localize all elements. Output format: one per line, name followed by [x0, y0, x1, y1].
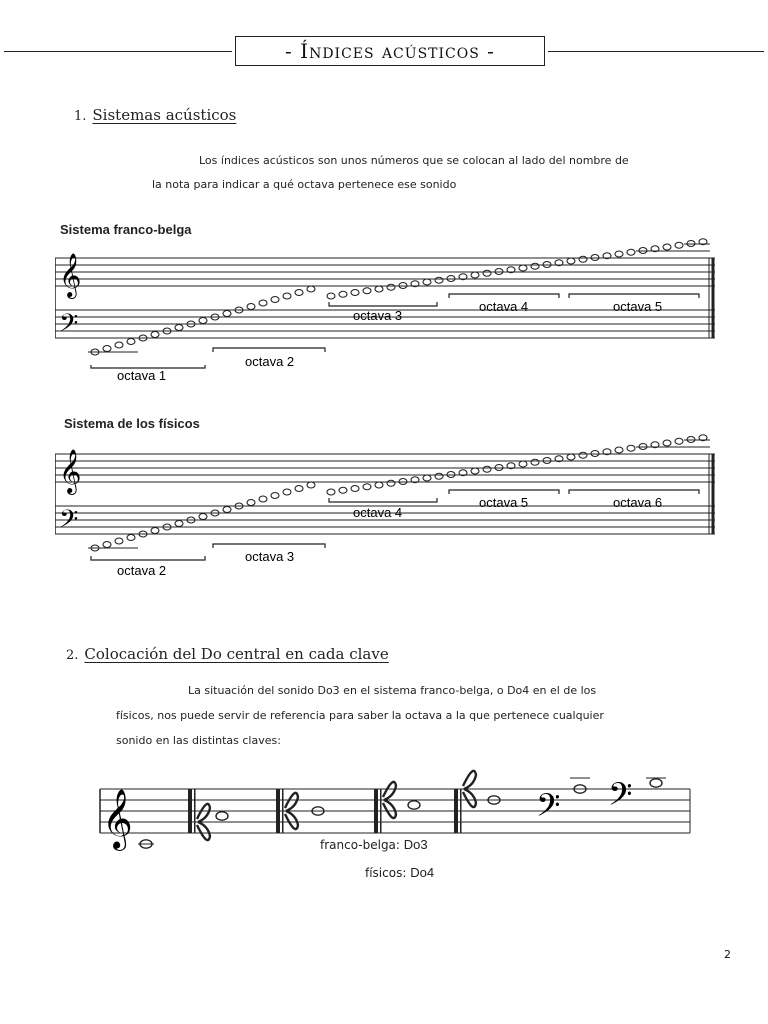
whole-note-icon	[103, 542, 111, 548]
whole-note-icon	[115, 342, 123, 348]
whole-note-icon	[283, 489, 291, 495]
section1-heading	[74, 106, 236, 124]
whole-note-icon	[387, 480, 395, 486]
whole-note-icon	[259, 300, 267, 306]
page-number: 2	[724, 948, 731, 961]
whole-note-icon	[650, 779, 662, 787]
whole-note-icon	[339, 487, 347, 493]
octave-label-2: octava 3	[245, 549, 295, 564]
treble-clef-icon: 𝄞	[59, 451, 82, 493]
section2-paragraph-line1: La situación del sonido Do3 en el sistema franco-belga, o Do4 en el de los	[188, 684, 597, 697]
whole-note-icon	[423, 279, 431, 285]
c-clef-icon	[188, 789, 210, 840]
octave-label-1: octava 2	[117, 563, 167, 578]
treble-clef-icon: 𝄞	[102, 790, 133, 848]
section1-paragraph-line2: la nota para indicar a qué octava pertenece ese sonido	[152, 178, 457, 191]
whole-note-icon	[151, 332, 159, 338]
octave-bracket-4	[449, 294, 559, 298]
whole-note-icon	[199, 514, 207, 520]
whole-note-icon	[223, 311, 231, 317]
whole-note-icon	[579, 256, 587, 262]
whole-note-icon	[615, 447, 623, 453]
section2-title: Colocación del Do central en cada clave	[84, 645, 389, 663]
octave-label-3: octava 4	[353, 505, 403, 520]
whole-note-icon	[295, 290, 303, 296]
whole-note-icon	[295, 486, 303, 492]
c-clef-icon	[374, 782, 396, 833]
whole-note-icon	[363, 484, 371, 490]
octave-bracket-5	[569, 490, 699, 494]
caption-franco-belga-value: Do3	[403, 837, 428, 852]
title-rule-right	[548, 51, 764, 52]
whole-note-icon	[259, 496, 267, 502]
caption-fisicos-value: Do4	[410, 865, 435, 880]
whole-note-icon	[247, 304, 255, 310]
whole-note-icon	[223, 507, 231, 513]
whole-note-icon	[519, 461, 527, 467]
whole-note-icon	[483, 270, 491, 276]
whole-note-icon	[408, 801, 420, 809]
whole-note-icon	[307, 482, 315, 488]
octave-bracket-1	[91, 556, 205, 560]
section2-number: 2.	[66, 648, 79, 663]
whole-note-icon	[663, 440, 671, 446]
treble-staff	[55, 454, 715, 482]
figure2-title: Sistema de los físicos	[64, 416, 200, 431]
whole-note-icon	[675, 438, 683, 444]
whole-note-icon	[531, 459, 539, 465]
treble-staff	[55, 258, 715, 286]
bass-clef-icon: 𝄢	[608, 778, 633, 820]
whole-note-icon	[247, 500, 255, 506]
whole-note-icon	[339, 291, 347, 297]
whole-note-icon	[567, 258, 575, 264]
page-title: - Índices acústicos -	[235, 36, 545, 66]
octave-label-1: octava 1	[117, 368, 167, 383]
whole-note-icon	[271, 493, 279, 499]
whole-note-icon	[199, 318, 207, 324]
section1-paragraph-line1: Los índices acústicos son unos números que se colocan al lado del nombre de	[199, 154, 629, 167]
whole-note-icon	[327, 293, 335, 299]
caption-fisicos	[365, 860, 434, 886]
whole-note-icon	[103, 346, 111, 352]
whole-note-icon	[435, 473, 443, 479]
whole-note-icon	[579, 452, 587, 458]
whole-note-icon	[567, 454, 575, 460]
whole-note-icon	[471, 468, 479, 474]
bass-clef-icon: 𝄢	[536, 789, 561, 831]
caption-franco-belga	[320, 832, 428, 858]
octave-label-3: octava 3	[353, 308, 403, 323]
octave-bracket-5	[569, 294, 699, 298]
whole-note-icon	[375, 286, 383, 292]
whole-note-icon	[471, 272, 479, 278]
octave-bracket-3	[329, 498, 437, 502]
caption-franco-belga-label: franco-belga:	[320, 838, 400, 852]
whole-note-icon	[175, 325, 183, 331]
whole-note-icon	[115, 538, 123, 544]
whole-note-icon	[351, 486, 359, 492]
whole-note-icon	[675, 242, 683, 248]
octave-bracket-2	[213, 544, 325, 548]
octave-bracket-4	[449, 490, 559, 494]
whole-note-icon	[387, 284, 395, 290]
section2-heading	[66, 645, 389, 663]
bass-clef-icon: 𝄢	[59, 310, 79, 343]
whole-note-icon	[435, 277, 443, 283]
whole-note-icon	[615, 251, 623, 257]
figure2-grand-staff	[55, 432, 720, 582]
whole-note-icon	[127, 535, 135, 541]
section1-number: 1.	[74, 109, 87, 124]
whole-note-icon	[423, 475, 431, 481]
section2-paragraph-line3: sonido en las distintas claves:	[116, 734, 281, 747]
whole-note-icon	[627, 445, 635, 451]
bass-clef-icon: 𝄢	[59, 506, 79, 539]
whole-note-icon	[627, 249, 635, 255]
whole-note-icon	[483, 466, 491, 472]
whole-note-icon	[531, 263, 539, 269]
caption-fisicos-label: físicos:	[365, 866, 407, 880]
section2-paragraph-line2: físicos, nos puede servir de referencia para saber la octava a la que pertenece cualquier	[116, 709, 604, 722]
octave-label-4: octava 5	[479, 495, 529, 510]
whole-note-icon	[283, 293, 291, 299]
whole-note-icon	[175, 521, 183, 527]
octave-label-5: octava 5	[613, 299, 663, 314]
octave-label-5: octava 6	[613, 495, 663, 510]
title-rule-left	[4, 51, 232, 52]
whole-note-icon	[271, 297, 279, 303]
figure1-grand-staff	[55, 238, 720, 388]
figure1-title: Sistema franco-belga	[60, 222, 192, 237]
octave-label-4: octava 4	[479, 299, 529, 314]
whole-note-icon	[663, 244, 671, 250]
whole-note-icon	[519, 265, 527, 271]
whole-note-icon	[307, 286, 315, 292]
whole-note-icon	[375, 482, 383, 488]
c-clef-icon	[454, 771, 476, 833]
whole-note-icon	[216, 812, 228, 820]
whole-note-icon	[127, 339, 135, 345]
whole-note-icon	[327, 489, 335, 495]
octave-bracket-3	[329, 302, 437, 306]
section1-title: Sistemas acústicos	[92, 106, 237, 124]
whole-note-icon	[351, 290, 359, 296]
octave-bracket-2	[213, 348, 325, 352]
whole-note-icon	[363, 288, 371, 294]
octave-label-2: octava 2	[245, 354, 295, 369]
whole-note-icon	[151, 528, 159, 534]
treble-clef-icon: 𝄞	[59, 255, 82, 297]
